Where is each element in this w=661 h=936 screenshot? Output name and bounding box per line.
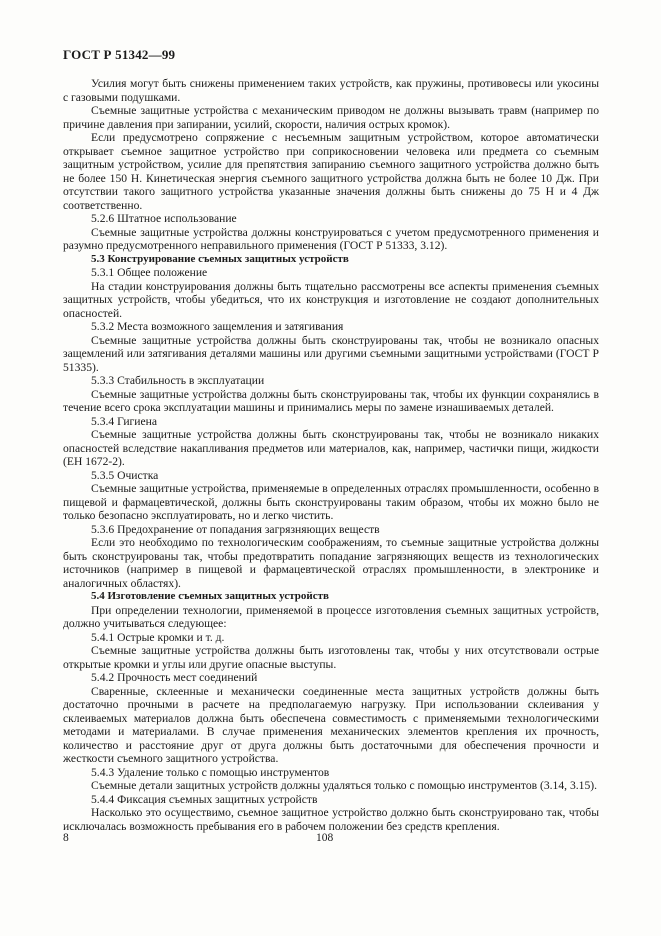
paragraph: Съемные защитные устройства, применяемые в определенных отраслях промышленности, особенно в пищевой и фармацевтической, должны быть сконструированы таким образом, чтобы их можно было не только безопасно эксплуатировать, но и легко чистить. bbox=[63, 482, 599, 522]
paragraph: Если это необходимо по технологическим соображениям, то съемные защитные устройства должны быть сконструированы так, чтобы предотвратить попадание загрязняющих веществ из технологических источников (например в пищевой и фармацевтической отраслях промышленности, в электронике и аналогичных областях). bbox=[63, 536, 599, 590]
section-heading: 5.3 Конструирование съемных защитных устройств bbox=[91, 252, 349, 265]
document-code-header: ГОСТ Р 51342—99 bbox=[63, 47, 176, 62]
paragraph: 5.3.6 Предохранение от попадания загрязняющих веществ bbox=[91, 522, 380, 536]
sheet-number: 108 bbox=[316, 832, 334, 844]
paragraph: Съемные защитные устройства должны быть сконструированы так, чтобы не возникало опасных защемлений или затягивания деталями машины или другими съемными защитными устройствами (ГОСТ Р 51335). bbox=[63, 333, 599, 374]
paragraph: 5.4.1 Острые кромки и т. д. bbox=[91, 630, 225, 644]
section-heading: 5.4 Изготовление съемных защитных устройств bbox=[91, 590, 329, 602]
paragraph: 5.3.4 Гигиена bbox=[91, 414, 158, 428]
paragraph: 5.3.3 Стабильность в эксплуатации bbox=[91, 374, 265, 387]
paragraph: 5.2.6 Штатное использование bbox=[91, 212, 237, 225]
paragraph: 5.4.2 Прочность мест соединений bbox=[91, 671, 258, 684]
paragraph: Съемные защитные устройства должны быть изготовлены так, чтобы у них отсутствовали острые открытые кромки и углы или другие опасные выступы. bbox=[63, 644, 599, 671]
paragraph: При определении технологии, применяемой в процессе изготовления съемных защитных устройств, должно учитываться следующее: bbox=[63, 603, 599, 630]
paragraph: Съемные защитные устройства должны быть сконструированы так, чтобы их функции сохранялись в течение всего срока эксплуатации машины и принимались меры по замене изнашиваемых деталей. bbox=[63, 387, 599, 414]
paragraph: Насколько это осуществимо, съемное защитное устройство должно быть сконструировано так, чтобы исключалась возможность пребывания его в рабочем положении без средств крепления. bbox=[63, 806, 599, 833]
paragraph: 5.3.2 Места возможного защемления и затягивания bbox=[91, 320, 344, 333]
paragraph: 5.3.5 Очистка bbox=[91, 468, 159, 482]
paragraph: Съемные защитные устройства должны быть сконструированы так, чтобы не возникало никаких опасностей вследствие накапливания предметов или материалов, как, например, частички пищи, жидкости (ЕН 1672-2). bbox=[63, 428, 599, 468]
document-body bbox=[63, 77, 599, 833]
paragraph: Съемные защитные устройства должны конструироваться с учетом предусмотренного применения и разумно предусмотренного неправильного применения (ГОСТ Р 51333, 3.12). bbox=[63, 225, 599, 252]
paragraph: 5.4.3 Удаление только с помощью инструментов bbox=[91, 765, 330, 779]
paragraph: Если предусмотрено сопряжение с несъемным защитным устройством, которое автоматически открывает съемное защитное устройство при соприкосновении человека или предмета со съемным защитным устройством, усилие для препятствия запиранию съемного защитного устройства должно быть не более 150 Н. Кинетическая энергия съемного защитного устройства должна быть не более 10 Дж. При отсутствии такого защитного устройства указанные значения должны быть снижены до 75 Н и 4 Дж соответственно. bbox=[63, 131, 599, 212]
paragraph: Съемные детали защитных устройств должны удаляться только с помощью инструментов (3.14, 3.15). bbox=[91, 779, 597, 792]
paragraph: Сваренные, склеенные и механически соединенные места защитных устройств должны быть достаточно прочными в расчете на предполагаемую нагрузку. При использовании склеивания у склеиваемых материалов должна быть обеспечена совместимость с применяемыми технологическими методами и материалами. В случае применения механических элементов крепления их прочность, количество и расстояние друг от друга должны быть достаточными для обеспечения прочности и жесткости съемного защитного устройства. bbox=[63, 684, 599, 765]
page-number: 8 bbox=[63, 832, 69, 844]
paragraph: 5.3.1 Общее положение bbox=[91, 266, 208, 279]
paragraph: Съемные защитные устройства с механическим приводом не должны вызывать травм (например по причине давления при запирании, усилий, скорости, наличия острых кромок). bbox=[63, 104, 599, 131]
paragraph: На стадии конструирования должны быть тщательно рассмотрены все аспекты применения съемных защитных устройств, чтобы убедиться, что их конструкция и изготовление не создают дополнительных опасностей. bbox=[63, 279, 599, 320]
paragraph: 5.4.4 Фиксация съемных защитных устройств bbox=[91, 792, 318, 806]
paragraph: Усилия могут быть снижены применением таких устройств, как пружины, противовесы или укосины с газовыми подушками. bbox=[63, 77, 599, 104]
